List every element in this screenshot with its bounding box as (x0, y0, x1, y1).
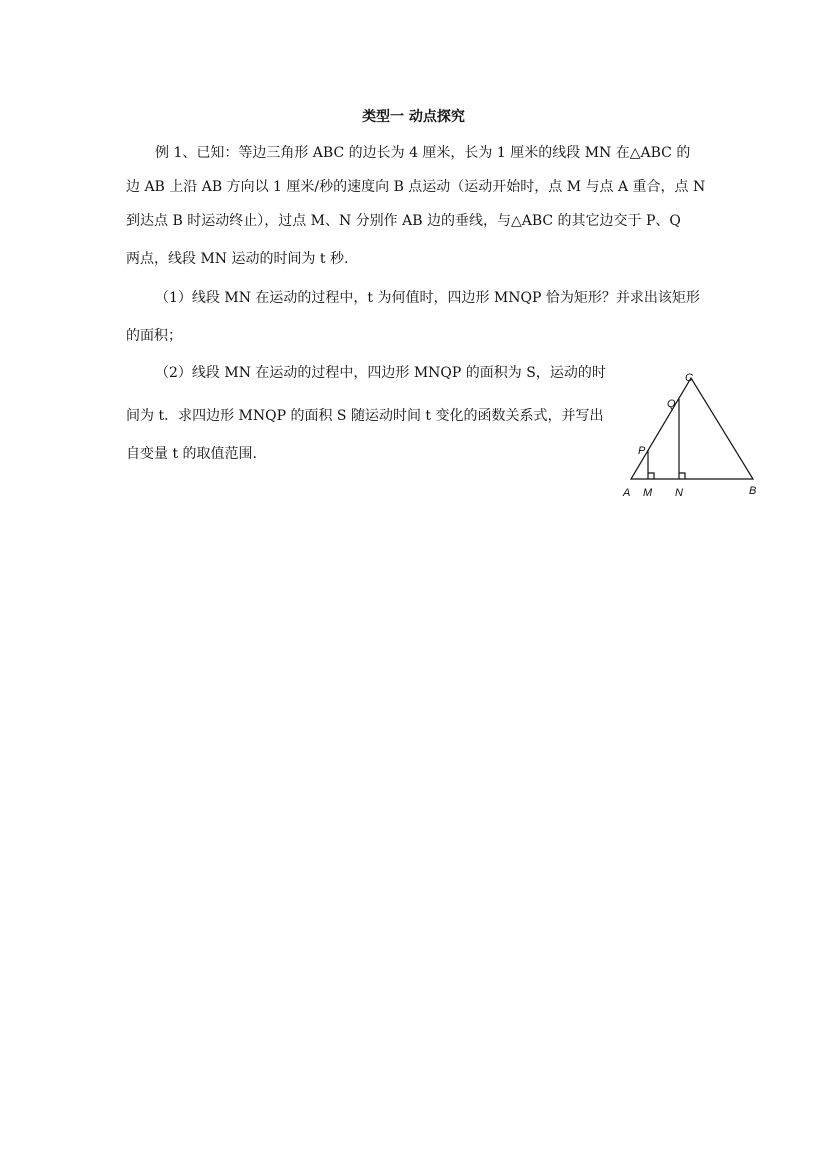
triangle-diagram (616, 366, 776, 506)
question2-line-1: （2）线段 MN 在运动的过程中，四边形 MNQP 的面积为 S，运动的时 (155, 365, 606, 381)
question2-line-2: 间为 t．求四边形 MNQP 的面积 S 随运动时间 t 变化的函数关系式，并写出 (126, 408, 604, 424)
page-title: 类型一 动点探究 (362, 109, 465, 125)
question1-line-2: 的面积； (126, 328, 182, 344)
question2-line-3: 自变量 t 的取值范围. (126, 446, 257, 462)
right-angle-m (648, 473, 654, 479)
example-line-1: 例 1、已知：等边三角形 ABC 的边长为 4 厘米，长为 1 厘米的线段 MN 在△ABC 的 (155, 145, 691, 161)
triangle-abc (631, 378, 753, 479)
label-n: N (675, 487, 683, 499)
right-angle-n (679, 473, 685, 479)
example-line-3: 到达点 B 时运动终止），过点 M、N 分别作 AB 边的垂线，与△ABC 的其它边交于 P、Q (126, 213, 681, 229)
label-c: C (685, 372, 693, 384)
example-line-4: 两点，线段 MN 运动的时间为 t 秒. (126, 251, 349, 267)
label-q: Q (667, 398, 676, 410)
label-m: M (643, 487, 653, 499)
label-p: P (638, 445, 646, 457)
question1-line-1: （1）线段 MN 在运动的过程中，t 为何值时，四边形 MNQP 恰为矩形？并求出该矩形 (155, 290, 700, 306)
label-a: A (623, 487, 631, 499)
example-line-2: 边 AB 上沿 AB 方向以 1 厘米/秒的速度向 B 点运动（运动开始时，点 M 与点 A 重合，点 N (126, 179, 706, 195)
label-b: B (749, 485, 757, 497)
